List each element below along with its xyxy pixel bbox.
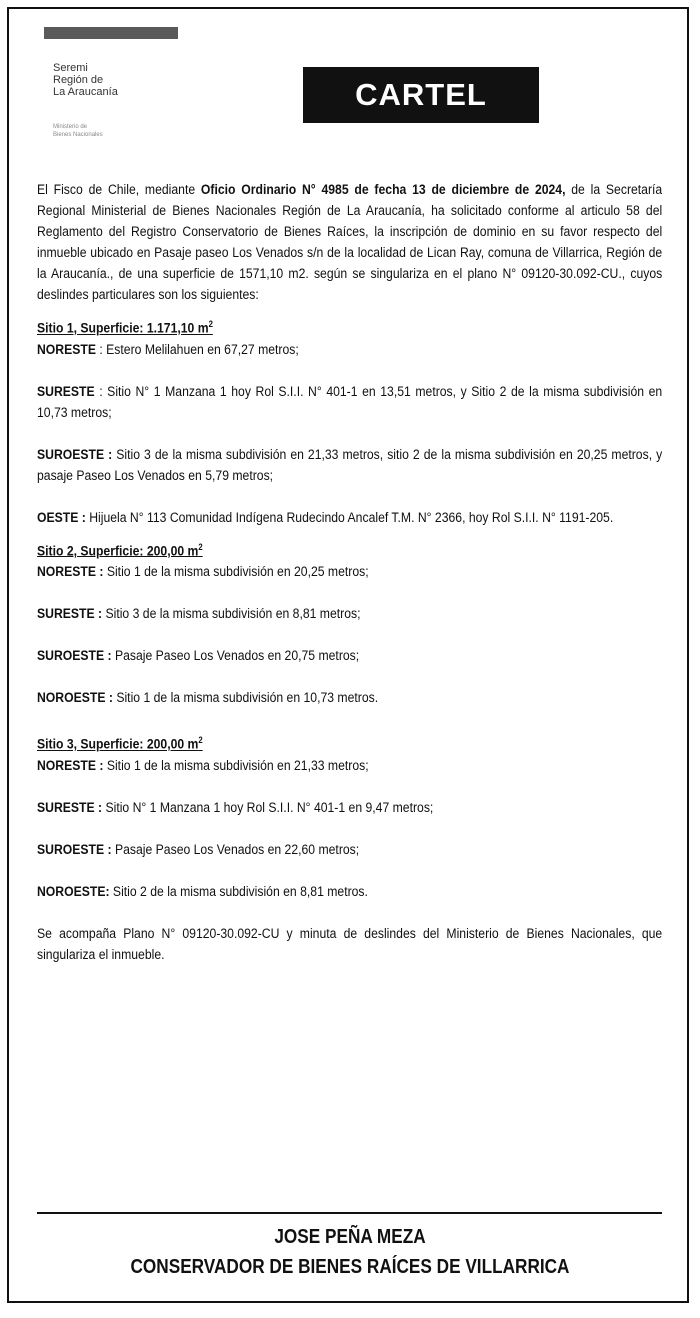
signature-divider: [37, 1212, 662, 1214]
direction-label: OESTE :: [37, 509, 86, 526]
direction-label: SURESTE :: [37, 606, 103, 623]
logo-line-1: Seremi: [53, 62, 88, 74]
sitio-1-title-text: Sitio 1, Superficie: 1.171,10 m: [37, 320, 209, 337]
intro-text-2: de la Secretaría Regional Ministerial de Bienes Nacionales Región de La Araucanía, ha solicitado conforme al articulo 58 del Reglamento del Registro Conservatorio de Bienes Raíces, la inscripción de dominio en su favor respecto del inmueble ubicado en Pasaje paseo Los Venados s/n de la localidad de Lican Ray, comuna de Villarrica, Región de la Araucanía., de una superficie de 1571,10 m2. según se singulariza en el plano N° 09120-30.092-CU., cuyos deslindes particulares son los siguientes:: [37, 182, 663, 303]
boundary-text: : Estero Melilahuen en 67,27 metros;: [95, 341, 299, 358]
boundary-text: Pasaje Paseo Los Venados en 20,75 metros;: [111, 648, 360, 665]
boundary-text: Sitio N° 1 Manzana 1 hoy Rol S.I.I. N° 401-1 en 9,47 metros;: [102, 800, 434, 817]
sitio-1-title: [37, 314, 662, 340]
logo-sub-1: Ministerio de: [53, 124, 88, 130]
direction-label: NORESTE :: [37, 758, 104, 775]
sitio-2-noreste: [37, 562, 662, 583]
ministry-subtitle: [53, 123, 103, 139]
sitio-3-sup: 2: [198, 735, 203, 746]
sitio-3-noreste: [37, 756, 662, 777]
direction-label: SUROESTE :: [37, 446, 113, 463]
sitio-3-title: [37, 730, 662, 756]
direction-label: SUROESTE :: [37, 648, 112, 665]
boundary-text: Sitio 2 de la misma subdivisión en 8,81 metros.: [109, 884, 368, 901]
sitio-1-suroeste: [37, 445, 662, 487]
direction-label: NORESTE: [37, 341, 96, 358]
intro-paragraph: [37, 180, 662, 306]
sitio-2-sureste: [37, 604, 662, 625]
sitio-2-sup: 2: [198, 541, 203, 552]
boundary-text: Sitio 1 de la misma subdivisión en 21,33 metros;: [103, 758, 369, 775]
sitio-3-sureste: [37, 798, 662, 819]
direction-label: NOROESTE :: [37, 690, 113, 707]
closing-paragraph: Se acompaña Plano N° 09120-30.092-CU y minuta de deslindes del Ministerio de Bienes Nacionales, que singulariza el inmueble.: [37, 926, 663, 964]
boundary-text: Pasaje Paseo Los Venados en 22,60 metros;: [111, 842, 360, 859]
boundary-text: Sitio 1 de la misma subdivisión en 20,25 metros;: [103, 564, 369, 581]
header-bar: [44, 27, 178, 39]
boundary-text: Sitio 3 de la misma subdivisión en 8,81 metros;: [102, 606, 361, 623]
direction-label: SURESTE :: [37, 800, 103, 817]
boundary-text: Sitio 3 de la misma subdivisión en 21,33 metros, sitio 2 de la misma subdivisión en 20,25 metros, y pasaje Paseo Los Venados en 5,79 metros;: [37, 446, 663, 484]
sitio-2-suroeste: [37, 646, 662, 667]
sitio-3-noroeste: [37, 882, 662, 903]
direction-label: NORESTE :: [37, 564, 104, 581]
intro-oficio: Oficio Ordinario N° 4985 de fecha 13 de diciembre de 2024,: [200, 182, 566, 198]
sitio-1-noreste: [37, 340, 662, 361]
logo-line-3: La Araucanía: [53, 86, 118, 98]
seremi-logo: [53, 62, 118, 98]
sitio-3-title-text: Sitio 3, Superficie: 200,00 m: [37, 737, 199, 754]
direction-label: SURESTE: [37, 383, 95, 400]
boundary-text: : Sitio N° 1 Manzana 1 hoy Rol S.I.I. N° 401-1 en 13,51 metros, y Sitio 2 de la misma subdivisión en 10,73 metros;: [37, 383, 663, 421]
boundary-text: Sitio 1 de la misma subdivisión en 10,73 metros.: [112, 690, 379, 707]
sitio-2-noroeste: [37, 688, 662, 709]
logo-sub-2: Bienes Nacionales: [53, 132, 103, 138]
sitio-3-suroeste: [37, 840, 662, 861]
cartel-title: CARTEL: [303, 67, 539, 123]
sitio-1-sup: 2: [208, 319, 213, 329]
notice-body: [37, 180, 662, 966]
sitio-1-sureste: [37, 382, 662, 424]
sitio-2-title: [37, 537, 662, 563]
sitio-2-title-text: Sitio 2, Superficie: 200,00 m: [37, 543, 199, 560]
sitio-1-oeste: [37, 508, 662, 529]
logo-line-2: Región de: [53, 74, 104, 86]
direction-label: SUROESTE :: [37, 842, 112, 859]
signatory-name: JOSE PEÑA MEZA: [274, 1226, 426, 1248]
direction-label: NOROESTE:: [37, 884, 110, 901]
signatory-role: CONSERVADOR DE BIENES RAÍCES DE VILLARRICA: [130, 1256, 570, 1278]
boundary-text: Hijuela N° 113 Comunidad Indígena Rudecindo Ancalef T.M. N° 2366, hoy Rol S.I.I. N° 1191-205.: [85, 509, 614, 526]
intro-text-1: El Fisco de Chile, mediante: [37, 182, 201, 198]
